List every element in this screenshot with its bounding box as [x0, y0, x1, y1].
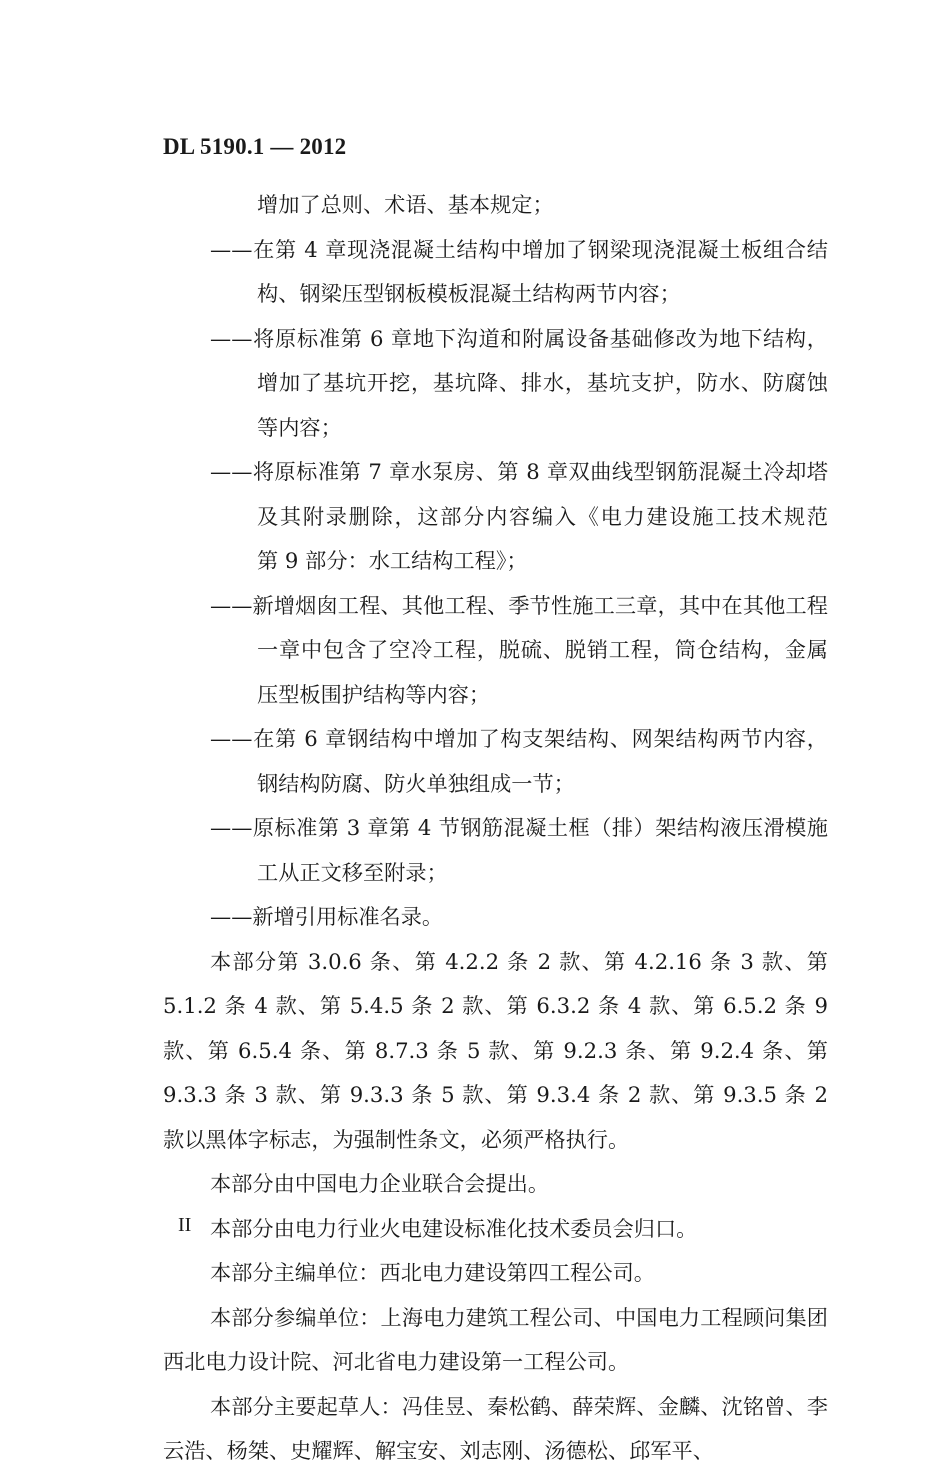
- managed-by-paragraph: 本部分由电力行业火电建设标准化技术委员会归口。: [210, 1215, 698, 1241]
- change-item: ——原标准第 3 章第 4 节钢筋混凝土框（排）架结构液压滑模施工从正文移至附录；: [210, 815, 828, 885]
- change-item: ——在第 4 章现浇混凝土结构中增加了钢梁现浇混凝土板组合结构、钢梁压型钢板模板混凝土结构两节内容；: [210, 236, 828, 306]
- mandatory-clauses-paragraph: 本部分第 3.0.6 条、第 4.2.2 条 2 款、第 4.2.16 条 3 款、第 5.1.2 条 4 款、第 5.4.5 条 2 款、第 6.3.2 条 4 款、第 6.5.2 条 9 款、第 6.5.4 条、第 8.7.3 条 5 款、第 9.2.3 条、第 9.2.4 条、第 9.3.3 条 3 款、第 9.3.3 条 5 款、第 9.3.4 条 2 款、第 9.3.5 条 2 款以黑体字标志，为强制性条文，必须严格执行。: [163, 948, 828, 1152]
- page-number: II: [178, 1214, 192, 1236]
- change-item: ——新增引用标准名录。: [210, 904, 444, 929]
- main-drafters-paragraph: 本部分主要起草人：冯佳昱、秦松鹤、薛荣辉、金麟、沈铭曾、李云浩、杨桀、史耀辉、解宝安、刘志刚、汤德松、邱军平、: [163, 1393, 828, 1463]
- change-item: ——在第 6 章钢结构中增加了构支架结构、网架结构两节内容，钢结构防腐、防火单独组成一节；: [210, 726, 828, 796]
- document-code-header: DL 5190.1 — 2012: [163, 134, 347, 159]
- continuation-line: 增加了总则、术语、基本规定；: [257, 192, 554, 217]
- foreword-body: [163, 183, 850, 1474]
- chief-editor-unit-paragraph: 本部分主编单位：西北电力建设第四工程公司。: [210, 1260, 655, 1285]
- change-item: ——将原标准第 6 章地下沟道和附属设备基础修改为地下结构，增加了基坑开挖，基坑降、排水，基坑支护，防水、防腐蚀等内容；: [210, 325, 828, 440]
- change-item: ——新增烟囱工程、其他工程、季节性施工三章，其中在其他工程一章中包含了空冷工程，脱硫、脱销工程，筒仓结构，金属压型板围护结构等内容；: [210, 592, 828, 707]
- participating-units-paragraph: 本部分参编单位：上海电力建筑工程公司、中国电力工程顾问集团西北电力设计院、河北省电力建设第一工程公司。: [163, 1304, 828, 1374]
- proposed-by-paragraph: 本部分由中国电力企业联合会提出。: [210, 1171, 550, 1196]
- change-item: ——将原标准第 7 章水泵房、第 8 章双曲线型钢筋混凝土冷却塔及其附录删除，这部分内容编入《电力建设施工技术规范 第 9 部分：水工结构工程》；: [210, 459, 850, 573]
